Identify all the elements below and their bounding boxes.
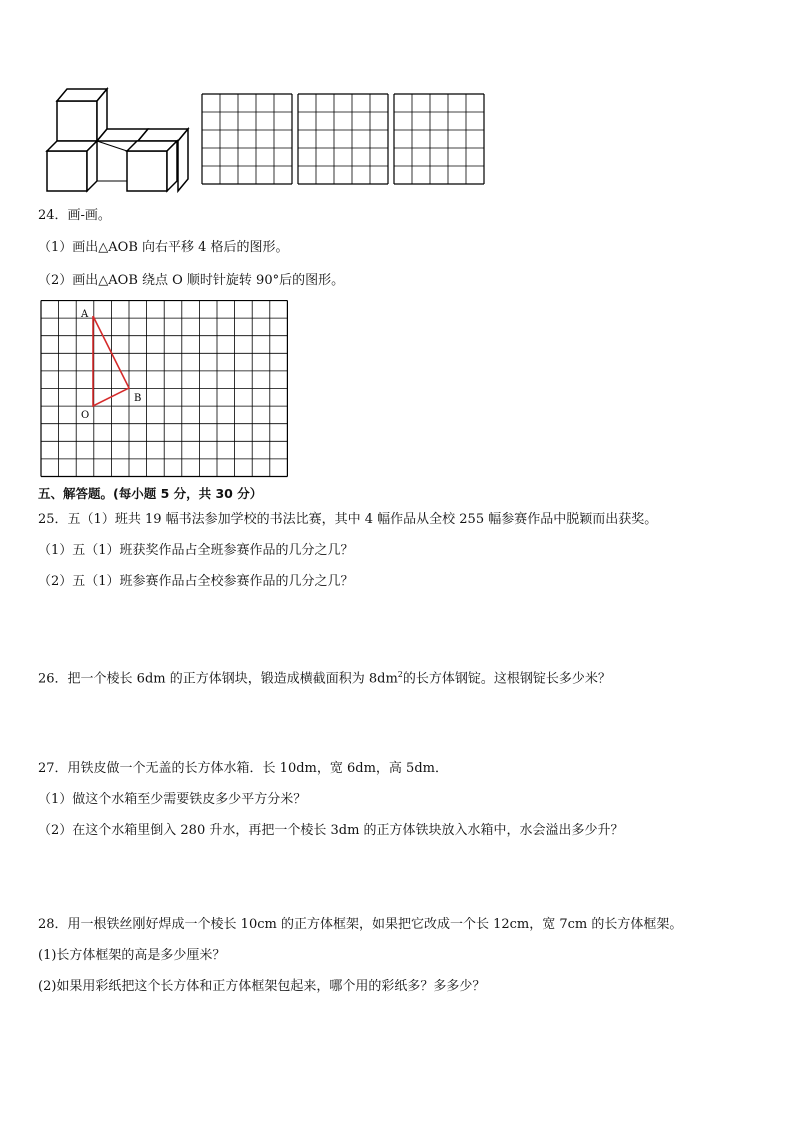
label-a: A: [81, 309, 89, 320]
q24-sub2: （2）画出△AOB 绕点 O 顺时针旋转 90°后的图形。: [38, 273, 345, 288]
q27-sub2: （2）在这个水箱里倒入 280 升水，再把一个棱长 3dm 的正方体铁块放入水箱中，水会溢出多少升？: [38, 823, 624, 838]
section5-title: 五、解答题。(每小题 5 分，共 30 分）: [38, 486, 263, 501]
q24-title: 24．画-画。: [38, 208, 111, 223]
q25-sub1: （1）五（1）班获奖作品占全班参赛作品的几分之几？: [38, 543, 354, 558]
cubes-figure: [40, 86, 195, 194]
triangle-grid: [40, 300, 288, 478]
view-grid-3: [393, 93, 487, 185]
q26-text: [38, 667, 611, 687]
q25-sub2: （2）五（1）班参赛作品占全校参赛作品的几分之几？: [38, 574, 354, 589]
q25-text: 25．五（1）班共 19 幅书法参加学校的书法比赛，其中 4 幅作品从全校 255 幅参赛作品中脱颖而出获奖。: [38, 512, 658, 527]
q28-text: 28．用一根铁丝刚好焊成一个棱长 10cm 的正方体框架，如果把它改成一个长 12cm，宽 7cm 的长方体框架。: [38, 917, 683, 932]
view-grid-2: [297, 93, 391, 185]
q28-sub2: (2)如果用彩纸把这个长方体和正方体框架包起来，哪个用的彩纸多？多多少？: [38, 979, 486, 994]
q27-text: 27．用铁皮做一个无盖的长方体水箱．长 10dm，宽 6dm，高 5dm．: [38, 761, 448, 776]
q26-text-a: 26．把一个棱长 6dm 的正方体钢块，锻造成横截面积为 8dm: [38, 671, 398, 687]
q27-sub1: （1）做这个水箱至少需要铁皮多少平方分米？: [38, 792, 307, 807]
q26-text-b: 的长方体钢锭。这根钢锭长多少米？: [402, 671, 611, 687]
label-b: B: [134, 393, 142, 404]
view-grid-1: [201, 93, 295, 185]
label-o: O: [81, 410, 90, 421]
q28-sub1: (1)长方体框架的高是多少厘米？: [38, 948, 226, 963]
q26-sup: 2: [397, 670, 403, 679]
q24-sub1: （1）画出△AOB 向右平移 4 格后的图形。: [38, 240, 289, 255]
